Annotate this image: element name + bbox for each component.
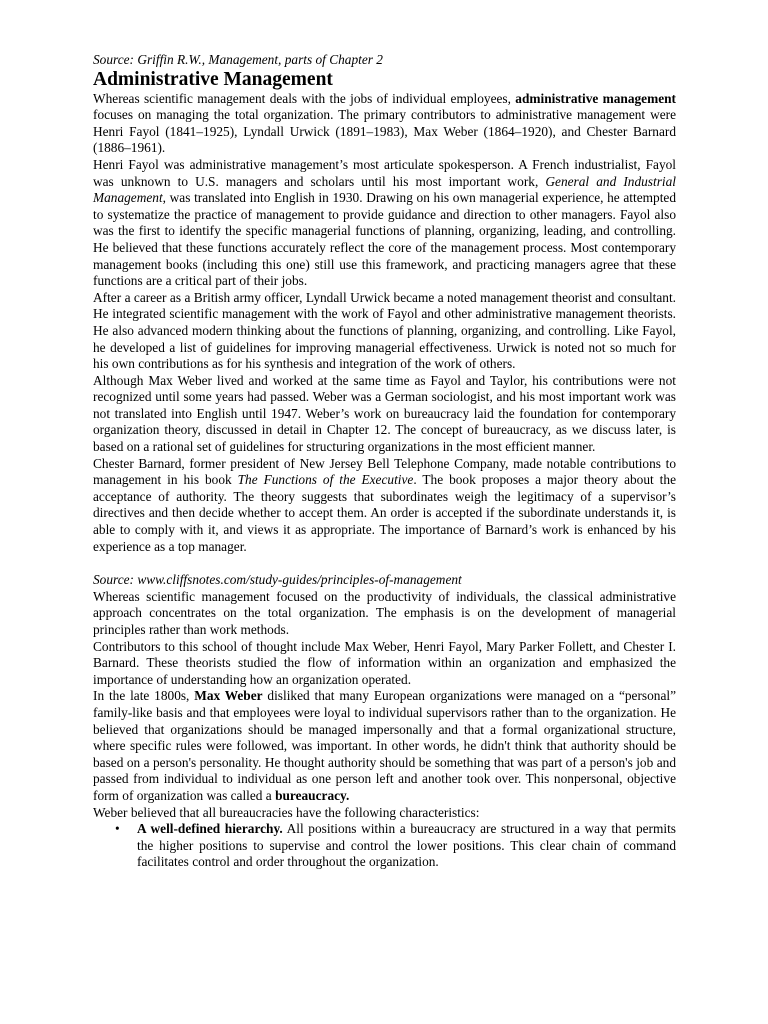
paragraph-fayol-text-a: Henri Fayol was administrative management’s most articulate spokesperson. A French industrialist, Fayol was unknown to U.S. managers and scholars until his most important work, [93,156,676,189]
paragraph-intro [93,91,676,157]
source-citation-griffin: Source: Griffin R.W., Management, parts of Chapter 2 [93,52,383,67]
list-item [115,821,676,871]
characteristics-list [93,821,676,871]
paragraph-fayol-text-b: , was translated into English in 1930. Drawing on his own managerial experience, he attempted to systematize the practice of management to provide guidance and direction to other managers. Fayol also was the first to identify the specific managerial functions of planning, organizing, leading, and controlling. He believed that these functions accurately reflect the core of the management process. Most contemporary management books (including this one) still use this framework, and practicing managers agree that these functions are a critical part of their jobs. [93,190,676,289]
list-item-text: All positions within a bureaucracy are structured in a way that permits the higher positions to supervise and control the lower positions. This clear chain of command facilitates control and order throughout the organization. [137,821,676,870]
bullet-icon: • [115,821,120,837]
paragraph-max-weber-text-b: disliked that many European organizations were managed on a “personal” family-like basis and that employees were loyal to individual supervisors rather than to the organization. He believed that organizations should be managed impersonally and that a formal organizational structure, where specific rules were followed, was important. In other words, he didn't think that authority should be based on a person's personality. He thought authority should be something that was part of a person's job and passed from individual to individual as one person left and another took over. This nonpersonal, objective form of organization was called a [93,688,677,803]
paragraph-intro-text-b: focuses on managing the total organization. The primary contributors to administrative management were Henri Fayol (1841–1925), Lyndall Urwick (1891–1983), Max Weber (1864–1920), and Chester Barnard (1886–1961). [93,107,676,156]
section-spacer [93,555,676,572]
paragraph-intro-text-a: Whereas scientific management deals with the jobs of individual employees, [93,90,511,106]
list-item-heading: A well-defined hierarchy. [137,821,283,837]
book-title-barnard: The Functions of the Executive [237,472,414,488]
paragraph-contributors: Contributors to this school of thought include Max Weber, Henri Fayol, Mary Parker Follett, and Chester I. Barnard. These theorists studied the flow of information within an organization and emphasized the importance of understanding how an organization operated. [93,638,676,687]
paragraph-barnard-text-b: . The book proposes a major theory about the acceptance of authority. The theory suggests that subordinates weigh the legitimacy of a supervisor’s directives and then decide whether to accept them. An order is accepted if the subordinate understands it, is able to comply with it, and views it as appropriate. The importance of Barnard’s work is enhanced by his experience as a top manager. [93,472,676,554]
name-max-weber: Max Weber [194,688,263,704]
paragraph-barnard [93,456,676,556]
paragraph-max-weber [93,688,676,804]
paragraph-characteristics-intro: Weber believed that all bureaucracies have the following characteristics: [93,804,480,820]
book-title-fayol: General and Industrial Management [93,173,676,206]
paragraph-barnard-text-a: Chester Barnard, former president of New Jersey Bell Telephone Company, made notable contributions to management in his book [93,455,676,488]
paragraph-urwick: After a career as a British army officer, Lyndall Urwick became a noted management theorist and consultant. He integrated scientific management with the work of Fayol and other administrative management theorists. He also advanced modern thinking about the functions of planning, organizing, and controlling. Like Fayol, he developed a list of guidelines for improving managerial effectiveness. Urwick is noted not so much for his own contributions as for his synthesis and integration of the work of others. [93,289,676,372]
source-citation-cliffsnotes: Source: www.cliffsnotes.com/study-guides/principles-of-management [93,572,462,588]
paragraph-max-weber-text-a: In the late 1800s, [93,688,190,704]
term-administrative-management: administrative management [515,90,676,106]
paragraph-weber: Although Max Weber lived and worked at the same time as Fayol and Taylor, his contributions were not recognized until some years had passed. Weber was a German sociologist, and his most important work was not translated into English until 1947. Weber’s work on bureaucracy laid the foundation for contemporary organization theory, discussed in detail in Chapter 12. The concept of bureaucracy, as we discuss later, is based on a rational set of guidelines for structuring organizations in the most efficient manner. [93,372,676,455]
section-title: Administrative Management [93,68,333,90]
term-bureaucracy: bureaucracy. [275,787,350,803]
paragraph-classical-approach: Whereas scientific management focused on the productivity of individuals, the classical administrative approach concentrates on the total organization. The emphasis is on the development of managerial principles rather than work methods. [93,588,676,637]
paragraph-fayol [93,157,676,290]
